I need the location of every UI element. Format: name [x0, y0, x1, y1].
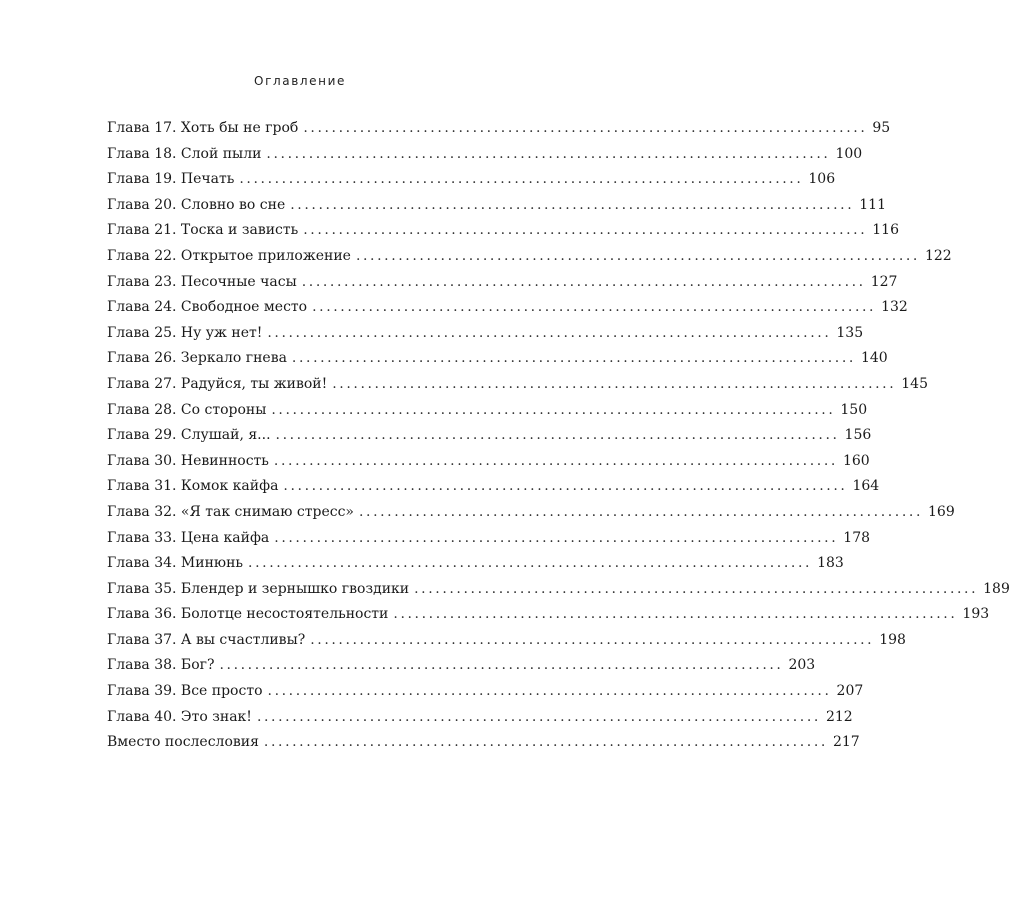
toc-entry-title: Глава 33. Цена кайфа — [107, 529, 270, 546]
toc-entry-title: Глава 21. Тоска и зависть — [107, 222, 299, 239]
toc-entry-title: Глава 40. Это знак! — [107, 708, 252, 725]
toc-entry-title: Глава 39. Все просто — [107, 683, 263, 700]
toc-entry — [107, 171, 836, 197]
toc-dot-leader: ................................................................................ — [274, 529, 839, 546]
toc-entry-page-number: 135 — [836, 324, 864, 341]
page-title: Оглавление — [254, 74, 346, 88]
toc-entry — [107, 350, 888, 376]
toc-entry-title: Глава 31. Комок кайфа — [107, 478, 279, 495]
toc-dot-leader: ................................................................................ — [291, 350, 856, 367]
toc-entry — [107, 734, 860, 760]
toc-entry — [107, 196, 886, 223]
toc-dot-leader: ................................................................................ — [256, 708, 821, 725]
toc-entry-title: Глава 30. Невинность — [107, 452, 269, 469]
toc-entry — [107, 427, 872, 453]
toc-entry-title: Глава 20. Словно во сне — [107, 196, 286, 213]
toc-entry — [107, 555, 844, 581]
toc-entry — [107, 683, 864, 709]
toc-entry-title: Глава 26. Зеркало гнева — [107, 350, 287, 367]
toc-dot-leader: ................................................................................ — [332, 375, 897, 392]
toc-entry-page-number: 183 — [817, 555, 844, 572]
toc-entry-page-number: 217 — [832, 734, 860, 751]
toc-entry-title: Глава 28. Со стороны — [107, 401, 267, 418]
toc-entry-page-number: 106 — [808, 171, 836, 188]
toc-dot-leader: ................................................................................ — [358, 503, 923, 520]
toc-entry-title: Глава 35. Блендер и зернышко гвоздики — [107, 580, 410, 597]
toc-dot-leader: ................................................................................ — [355, 247, 920, 264]
toc-entry-page-number: 145 — [901, 375, 928, 392]
toc-entry — [107, 708, 853, 735]
toc-dot-leader: ................................................................................ — [312, 299, 877, 316]
toc-entry-title: Глава 36. Болотце несостоятельности — [107, 606, 389, 623]
toc-entry-page-number: 193 — [962, 606, 990, 623]
toc-dot-leader: ................................................................................ — [303, 120, 868, 136]
toc-entry — [107, 273, 898, 300]
toc-dot-leader: ................................................................................ — [275, 427, 840, 444]
toc-entry — [107, 478, 880, 504]
toc-entry — [107, 529, 871, 556]
toc-dot-leader: ................................................................................ — [263, 734, 828, 751]
toc-entry — [107, 631, 906, 658]
toc-entry-page-number: 95 — [872, 120, 891, 136]
toc-entry-page-number: 150 — [840, 401, 868, 418]
toc-entry-page-number: 111 — [859, 196, 886, 213]
toc-entry-page-number: 156 — [844, 427, 872, 444]
toc-entry-page-number: 169 — [928, 503, 955, 520]
toc-dot-leader: ................................................................................ — [414, 580, 979, 597]
toc-dot-leader: ................................................................................ — [267, 324, 832, 341]
toc-entry-page-number: 203 — [788, 657, 816, 674]
toc-entry-title: Глава 18. Слой пыли — [107, 145, 262, 162]
toc-entry-page-number: 100 — [835, 145, 863, 162]
toc-entry-page-number: 122 — [924, 247, 952, 264]
toc-entry-page-number: 178 — [843, 529, 871, 546]
toc-dot-leader: ................................................................................ — [271, 401, 836, 418]
toc-entry-title: Глава 29. Слушай, я... — [107, 427, 271, 444]
toc-entry-title: Глава 38. Бог? — [107, 657, 215, 674]
toc-dot-leader: ................................................................................ — [290, 196, 855, 213]
toc-entry-page-number: 189 — [983, 580, 1010, 597]
toc-entry-page-number: 116 — [872, 222, 899, 239]
toc-entry-page-number: 198 — [879, 631, 906, 648]
toc-entry — [107, 657, 816, 683]
toc-dot-leader: ................................................................................ — [310, 631, 875, 648]
toc-entry — [107, 452, 870, 479]
toc-dot-leader: ................................................................................ — [239, 171, 804, 188]
toc-entry — [107, 324, 864, 351]
toc-dot-leader: ................................................................................ — [393, 606, 958, 623]
table-of-contents — [107, 120, 1010, 760]
toc-entry-page-number: 212 — [825, 708, 853, 725]
toc-entry-title: Глава 19. Печать — [107, 171, 235, 188]
toc-dot-leader: ................................................................................ — [219, 657, 784, 674]
toc-dot-leader: ................................................................................ — [273, 452, 838, 469]
toc-dot-leader: ................................................................................ — [283, 478, 848, 495]
toc-entry — [107, 222, 899, 248]
toc-entry-page-number: 160 — [842, 452, 870, 469]
toc-dot-leader: ................................................................................ — [266, 145, 831, 162]
toc-dot-leader: ................................................................................ — [301, 273, 866, 290]
toc-entry-title: Глава 34. Минюнь — [107, 555, 244, 572]
toc-entry-page-number: 127 — [870, 273, 898, 290]
toc-entry-title: Глава 27. Радуйся, ты живой! — [107, 375, 328, 392]
toc-entry — [107, 299, 908, 325]
toc-entry — [107, 145, 863, 172]
toc-dot-leader: ................................................................................ — [267, 683, 832, 700]
toc-entry-title: Глава 32. «Я так снимаю стресс» — [107, 503, 354, 520]
toc-dot-leader: ................................................................................ — [248, 555, 813, 572]
toc-entry-page-number: 132 — [881, 299, 908, 316]
toc-entry-title: Глава 23. Песочные часы — [107, 273, 297, 290]
toc-entry — [107, 401, 868, 428]
toc-entry-title: Глава 17. Хоть бы не гроб — [107, 120, 299, 136]
toc-entry-page-number: 207 — [836, 683, 864, 700]
toc-entry — [107, 375, 928, 402]
toc-entry — [107, 580, 1010, 607]
toc-dot-leader: ................................................................................ — [303, 222, 868, 239]
toc-entry-page-number: 164 — [852, 478, 880, 495]
toc-entry — [107, 503, 955, 530]
toc-entry-title: Вместо послесловия — [107, 734, 259, 751]
toc-entry-title: Глава 25. Ну уж нет! — [107, 324, 263, 341]
toc-entry-title: Глава 24. Свободное место — [107, 299, 308, 316]
toc-entry — [107, 120, 891, 146]
toc-entry — [107, 606, 990, 632]
toc-entry — [107, 247, 952, 274]
toc-entry-title: Глава 37. А вы счастливы? — [107, 631, 306, 648]
toc-entry-page-number: 140 — [860, 350, 888, 367]
toc-entry-title: Глава 22. Открытое приложение — [107, 247, 351, 264]
